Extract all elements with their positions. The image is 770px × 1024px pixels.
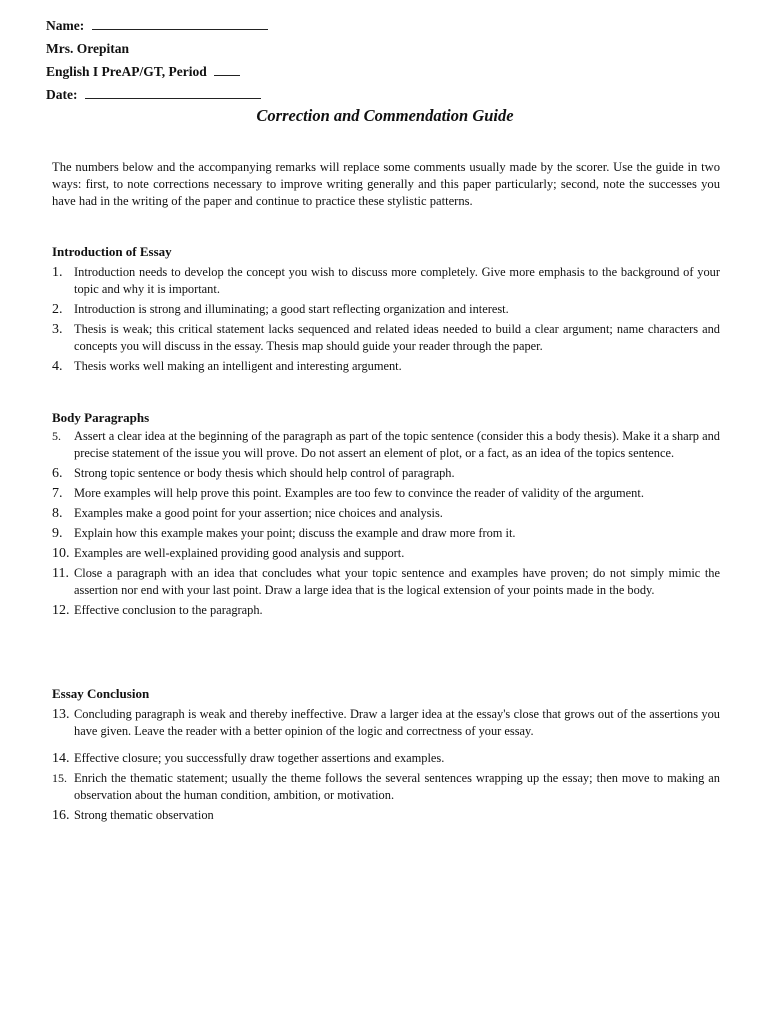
section-title-body: Body Paragraphs (52, 410, 150, 425)
item-text: Examples are well-explained providing good analysis and support. (74, 546, 405, 560)
name-label: Name: (46, 18, 85, 33)
item-text: Close a paragraph with an idea that concludes what your topic sentence and examples have proven; do not simply mimic the assertion nor end with your last point. Draw a large idea that is the logical extension of your points made in the body. (74, 566, 720, 597)
item-number: 2. (52, 302, 63, 317)
item-text: Enrich the thematic statement; usually the theme follows the several sentences wrapping up the essay; then move to making an observation about the human condition, ambition, or motivation. (74, 771, 720, 802)
item-text: Effective conclusion to the paragraph. (74, 603, 263, 617)
section-title-conclusion: Essay Conclusion (52, 686, 150, 701)
teacher-name: Mrs. Orepitan (46, 41, 129, 56)
item-text: Explain how this example makes your point; discuss the example and draw more from it. (74, 526, 516, 540)
list-item (52, 358, 720, 375)
list-item (52, 264, 720, 298)
name-blank[interactable] (92, 15, 268, 30)
list-item (52, 602, 720, 619)
introduction-list (52, 264, 720, 378)
list-item (52, 321, 720, 355)
item-number: 12. (52, 603, 70, 618)
item-text: Strong topic sentence or body thesis which should help control of paragraph. (74, 466, 455, 480)
list-item (52, 770, 720, 804)
item-number: 11. (52, 566, 69, 581)
period-blank[interactable] (214, 61, 240, 76)
item-number: 3. (52, 322, 63, 337)
item-number: 5. (52, 429, 61, 443)
intro-paragraph: The numbers below and the accompanying remarks will replace some comments usually made by the scorer. Use the guide in two ways: first, to note corrections necessary to improve writing generally and this paper particularly; second, note the successes you have had in the writing of the paper and continue to practice these stylistic patterns. (52, 160, 720, 208)
list-item (52, 750, 720, 767)
body-list (52, 428, 720, 622)
name-line (46, 14, 268, 37)
item-number: 15. (52, 771, 67, 785)
item-text: Effective closure; you successfully draw together assertions and examples. (74, 751, 445, 765)
item-number: 1. (52, 265, 63, 280)
item-text: Thesis is weak; this critical statement lacks sequenced and related ideas needed to build a clear argument; name characters and concepts you will discuss in the essay. Thesis map should guide your reader through the paper. (74, 322, 720, 353)
item-text: Introduction needs to develop the concept you wish to discuss more completely. Give more emphasis to the background of your topic and why it is important. (74, 265, 720, 296)
section-title-introduction: Introduction of Essay (52, 244, 172, 259)
date-line (46, 83, 268, 106)
item-text: Concluding paragraph is weak and thereby ineffective. Draw a larger idea at the essay's close that grows out of the assertions you have given. Leave the reader with a better opinion of the logic and correctness of your essay. (74, 707, 720, 738)
item-number: 8. (52, 506, 63, 521)
item-number: 9. (52, 526, 63, 541)
item-number: 16. (52, 808, 70, 823)
list-item (52, 301, 720, 318)
item-text: Strong thematic observation (74, 808, 214, 822)
conclusion-list (52, 706, 720, 827)
item-text: Examples make a good point for your assertion; nice choices and analysis. (74, 506, 443, 520)
item-number: 10. (52, 546, 70, 561)
list-item (52, 485, 720, 502)
list-item (52, 505, 720, 522)
item-text: More examples will help prove this point. Examples are too few to convince the reader of validity of the argument. (74, 486, 644, 500)
course-line (46, 60, 268, 83)
list-item (52, 465, 720, 482)
item-number: 6. (52, 466, 63, 481)
item-number: 13. (52, 707, 70, 722)
course-label: English I PreAP/GT, Period (46, 64, 207, 79)
list-item (52, 525, 720, 542)
item-number: 14. (52, 751, 70, 766)
item-number: 4. (52, 359, 63, 374)
item-number: 7. (52, 486, 63, 501)
date-blank[interactable] (85, 84, 261, 99)
student-header (46, 14, 268, 106)
list-item (52, 807, 720, 824)
item-text: Thesis works well making an intelligent and interesting argument. (74, 359, 402, 373)
item-text: Introduction is strong and illuminating; a good start reflecting organization and interest. (74, 302, 509, 316)
list-item (52, 565, 720, 599)
list-item (52, 428, 720, 462)
page-title: Correction and Commendation Guide (256, 106, 514, 125)
date-label: Date: (46, 87, 78, 102)
list-item (52, 706, 720, 740)
list-item (52, 545, 720, 562)
item-text: Assert a clear idea at the beginning of the paragraph as part of the topic sentence (consider this a body thesis). Make it a sharp and precise statement of the issue you will prove. Do not assert an element of plot, or a fact, as an idea of the topics sentence. (74, 429, 720, 460)
